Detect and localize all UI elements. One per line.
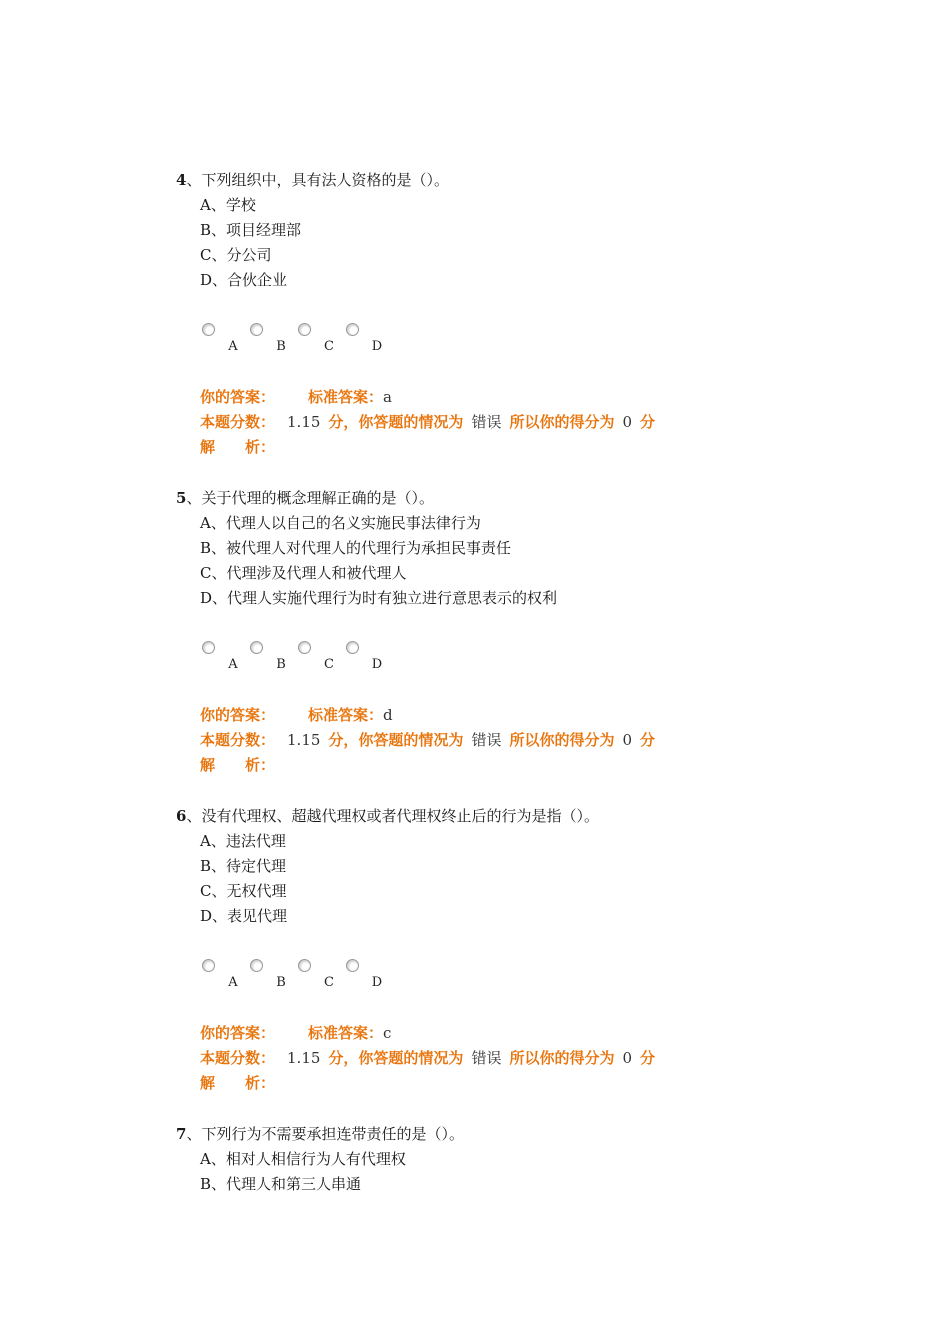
question-title: [176, 168, 796, 193]
result-text: 所以你的得分为: [509, 413, 615, 431]
score-text: 分，你答题的情况为: [328, 731, 464, 749]
question-7: [176, 1122, 796, 1197]
radio-label: B: [276, 975, 286, 990]
question-number: 6: [176, 807, 187, 825]
earned-unit: 分: [640, 413, 656, 431]
radio-option-a[interactable]: [202, 317, 250, 357]
answer-line: [200, 703, 796, 728]
radio-label: C: [324, 657, 334, 672]
question-4: [176, 168, 796, 460]
score-label: 本题分数：: [200, 731, 276, 749]
answer-result: [200, 1021, 796, 1096]
option-c: C、无权代理: [200, 882, 287, 900]
option-a: A、学校: [200, 196, 256, 214]
score-value: 1.15: [287, 731, 321, 749]
radio-option-c[interactable]: [298, 635, 346, 675]
score-text: 分，你答题的情况为: [328, 413, 464, 431]
radio-label: D: [371, 657, 383, 672]
answer-result: [200, 385, 796, 460]
analysis-label: 解 析：: [200, 756, 276, 774]
answer-line: [200, 385, 796, 410]
option-d: D、代理人实施代理行为时有独立进行意思表示的权利: [200, 589, 558, 607]
score-label: 本题分数：: [200, 413, 276, 431]
option-a: A、相对人相信行为人有代理权: [200, 1150, 406, 1168]
option-c: C、代理涉及代理人和被代理人: [200, 564, 407, 582]
radio-button[interactable]: [250, 641, 263, 654]
radio-label: C: [324, 339, 334, 354]
radio-label: C: [324, 975, 334, 990]
earned-score: 0: [622, 413, 633, 431]
question-6: [176, 804, 796, 1096]
option-a: A、违法代理: [200, 832, 286, 850]
radio-option-d[interactable]: [346, 317, 394, 357]
radio-button[interactable]: [250, 323, 263, 336]
radio-label: B: [276, 339, 286, 354]
radio-button[interactable]: [298, 323, 311, 336]
analysis-line: [200, 753, 796, 778]
score-label: 本题分数：: [200, 1049, 276, 1067]
question-number: 4: [176, 171, 187, 189]
radio-label: A: [228, 339, 238, 354]
earned-unit: 分: [640, 1049, 656, 1067]
score-text: 分，你答题的情况为: [328, 1049, 464, 1067]
radio-option-d[interactable]: [346, 635, 394, 675]
option-d: D、合伙企业: [200, 271, 288, 289]
option-b: B、项目经理部: [200, 221, 302, 239]
radio-label: A: [228, 975, 238, 990]
radio-label: B: [276, 657, 286, 672]
question-text: 、下列行为不需要承担连带责任的是（）。: [186, 1125, 464, 1143]
earned-unit: 分: [640, 731, 656, 749]
radio-button[interactable]: [346, 323, 359, 336]
answer-radio-group: [202, 635, 796, 675]
analysis-label: 解 析：: [200, 438, 276, 456]
score-line: [200, 728, 796, 753]
answer-radio-group: [202, 317, 796, 357]
radio-option-d[interactable]: [346, 953, 394, 993]
radio-button[interactable]: [202, 323, 215, 336]
radio-option-b[interactable]: [250, 953, 298, 993]
radio-button[interactable]: [298, 641, 311, 654]
score-line: [200, 410, 796, 435]
standard-answer-value: c: [383, 1024, 392, 1042]
earned-score: 0: [622, 1049, 633, 1067]
option-d: D、表见代理: [200, 907, 288, 925]
analysis-line: [200, 435, 796, 460]
standard-answer-label: 标准答案：: [308, 388, 384, 406]
option-a: A、代理人以自己的名义实施民事法律行为: [200, 514, 481, 532]
option-list: [200, 193, 796, 293]
earned-score: 0: [622, 731, 633, 749]
question-title: [176, 804, 796, 829]
analysis-line: [200, 1071, 796, 1096]
option-list: [200, 1147, 796, 1197]
question-number: 5: [176, 489, 187, 507]
radio-button[interactable]: [202, 959, 215, 972]
radio-label: D: [371, 975, 383, 990]
answer-line: [200, 1021, 796, 1046]
score-value: 1.15: [287, 1049, 321, 1067]
standard-answer-label: 标准答案：: [308, 706, 384, 724]
score-line: [200, 1046, 796, 1071]
radio-option-c[interactable]: [298, 317, 346, 357]
radio-option-a[interactable]: [202, 635, 250, 675]
status-value: 错误: [471, 731, 502, 749]
radio-button[interactable]: [346, 641, 359, 654]
status-value: 错误: [471, 413, 502, 431]
radio-button[interactable]: [298, 959, 311, 972]
your-answer-label: 你的答案：: [200, 706, 276, 724]
radio-button[interactable]: [202, 641, 215, 654]
option-c: C、分公司: [200, 246, 272, 264]
question-title: [176, 1122, 796, 1147]
answer-radio-group: [202, 953, 796, 993]
question-text: 、没有代理权、超越代理权或者代理权终止后的行为是指（）。: [186, 807, 599, 825]
result-text: 所以你的得分为: [509, 1049, 615, 1067]
radio-label: D: [371, 339, 383, 354]
radio-button[interactable]: [346, 959, 359, 972]
option-list: [200, 829, 796, 929]
standard-answer-label: 标准答案：: [308, 1024, 384, 1042]
result-text: 所以你的得分为: [509, 731, 615, 749]
your-answer-label: 你的答案：: [200, 1024, 276, 1042]
answer-result: [200, 703, 796, 778]
option-b: B、被代理人对代理人的代理行为承担民事责任: [200, 539, 512, 557]
score-value: 1.15: [287, 413, 321, 431]
question-text: 、下列组织中，具有法人资格的是（）。: [186, 171, 449, 189]
radio-button[interactable]: [250, 959, 263, 972]
question-number: 7: [176, 1125, 187, 1143]
radio-option-b[interactable]: [250, 635, 298, 675]
analysis-label: 解 析：: [200, 1074, 276, 1092]
standard-answer-value: a: [383, 388, 392, 406]
radio-label: A: [228, 657, 238, 672]
radio-option-c[interactable]: [298, 953, 346, 993]
option-b: B、待定代理: [200, 857, 287, 875]
radio-option-b[interactable]: [250, 317, 298, 357]
your-answer-label: 你的答案：: [200, 388, 276, 406]
option-b: B、代理人和第三人串通: [200, 1175, 362, 1193]
option-list: [200, 511, 796, 611]
question-text: 、关于代理的概念理解正确的是（）。: [186, 489, 434, 507]
standard-answer-value: d: [383, 706, 393, 724]
status-value: 错误: [471, 1049, 502, 1067]
question-5: [176, 486, 796, 778]
question-title: [176, 486, 796, 511]
radio-option-a[interactable]: [202, 953, 250, 993]
